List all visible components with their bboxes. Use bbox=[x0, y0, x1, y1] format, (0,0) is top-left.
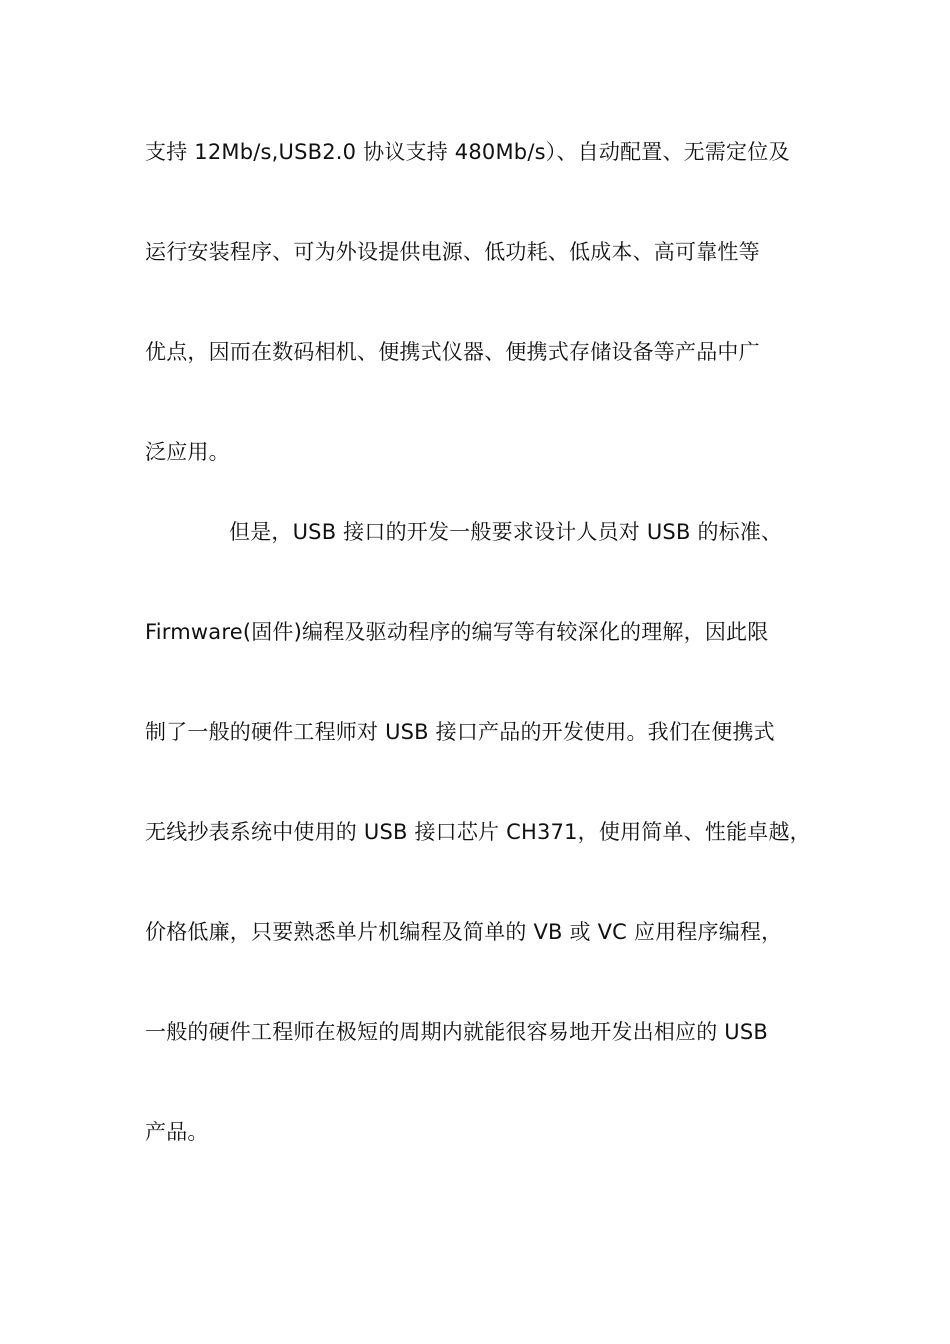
text-line: 但是，USB 接口的开发一般要求设计人员对 USB 的标准、 bbox=[229, 520, 783, 544]
text-line: 无线抄表系统中使用的 USB 接口芯片 CH371，使用简单、性能卓越， bbox=[145, 820, 811, 844]
text-line: 优点，因而在数码相机、便携式仪器、便携式存储设备等产品中广 bbox=[145, 340, 760, 364]
text-line: 产品。 bbox=[145, 1120, 209, 1144]
text-line: 支持 12Mb/s,USB2.0 协议支持 480Mb/s）、自动配置、无需定位及 bbox=[145, 140, 790, 164]
text-line: 泛应用。 bbox=[145, 440, 230, 464]
text-line: 运行安装程序、可为外设提供电源、低功耗、低成本、高可靠性等 bbox=[145, 240, 760, 264]
text-line: 制了一般的硬件工程师对 USB 接口产品的开发使用。我们在便携式 bbox=[145, 720, 775, 744]
text-line: Firmware(固件)编程及驱动程序的编写等有较深化的理解，因此限 bbox=[145, 620, 769, 644]
text-line: 一般的硬件工程师在极短的周期内就能很容易地开发出相应的 USB bbox=[145, 1020, 768, 1044]
text-line: 价格低廉，只要熟悉单片机编程及简单的 VB 或 VC 应用程序编程， bbox=[145, 920, 783, 944]
